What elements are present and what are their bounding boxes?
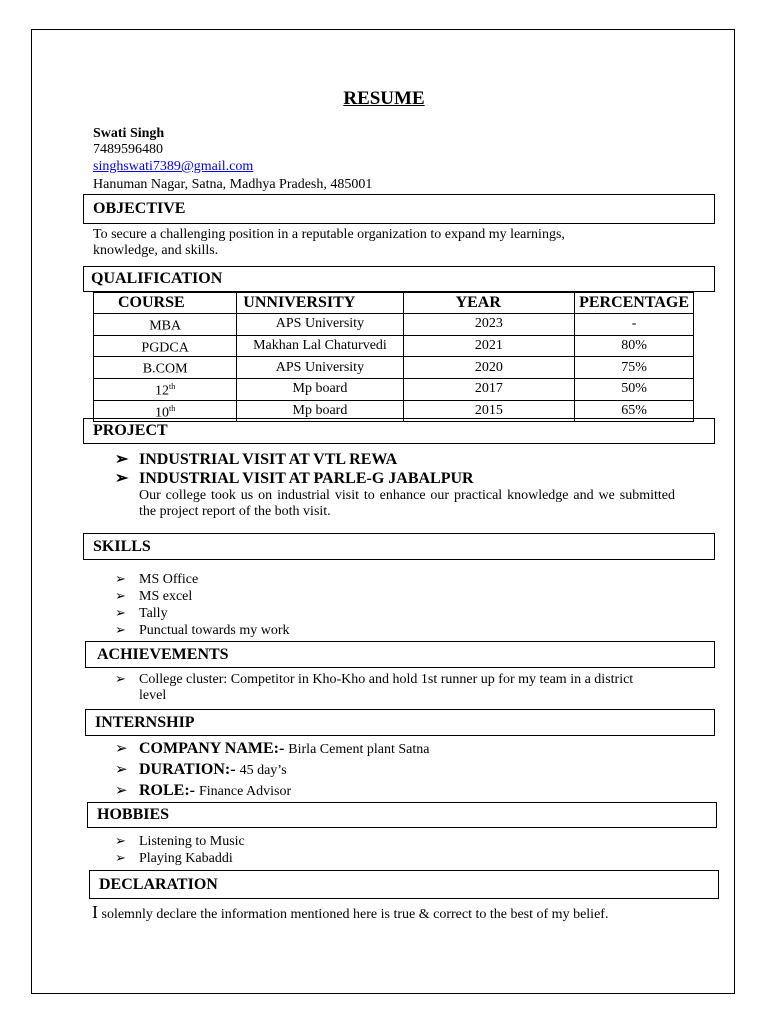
list-item: ➢ Punctual towards my work — [115, 622, 290, 638]
table-header-row — [94, 293, 694, 314]
cell-year: 2017 — [403, 378, 574, 400]
qualification-table — [93, 292, 694, 422]
cell-university: APS University — [237, 314, 403, 336]
list-item: ➢ INDUSTRIAL VISIT AT PARLE-G JABALPUR — [115, 470, 474, 487]
list-item: ➢ MS Office — [115, 571, 199, 587]
arrow-bullet-icon: ➢ — [115, 762, 128, 778]
table-row — [94, 357, 694, 379]
arrow-bullet-icon: ➢ — [115, 671, 126, 686]
internship-list — [115, 739, 429, 802]
arrow-bullet-icon: ➢ — [115, 622, 126, 637]
list-item — [115, 781, 429, 802]
contact-email-link[interactable]: singhswati7389@gmail.com — [93, 159, 254, 174]
hobbies-list — [115, 833, 245, 867]
internship-key: COMPANY NAME:- — [139, 740, 285, 757]
cell-course: 10th — [94, 400, 237, 422]
hobbies-heading-label: HOBBIES — [97, 806, 170, 823]
internship-value: Birla Cement plant Satna — [288, 742, 430, 757]
cell-university: Mp board — [237, 378, 403, 400]
resume-title: RESUME — [343, 88, 425, 109]
contact-name: Swati Singh — [93, 126, 165, 141]
list-item: ➢ Tally — [115, 605, 168, 621]
list-item: ➢ Playing Kabaddi — [115, 850, 233, 866]
cell-percentage: - — [575, 314, 694, 336]
declaration-text — [92, 902, 608, 923]
contact-address: Hanuman Nagar, Satna, Madhya Pradesh, 485001 — [93, 177, 373, 192]
achievements-heading-label: ACHIEVEMENTS — [97, 645, 229, 663]
project-heading-label: PROJECT — [93, 422, 168, 439]
achievements-list — [115, 671, 655, 704]
list-item: ➢ College cluster: Competitor in Kho-Kho and hold 1st runner up for my team in a district level — [115, 671, 634, 703]
internship-heading — [85, 709, 715, 736]
arrow-bullet-icon: ➢ — [115, 571, 126, 586]
internship-value: 45 day’s — [239, 763, 287, 778]
cell-year: 2021 — [403, 335, 574, 357]
internship-key: ROLE:- — [139, 782, 195, 799]
table-row — [94, 378, 694, 400]
list-item — [115, 739, 429, 760]
cell-course: MBA — [94, 314, 237, 336]
table-row — [94, 335, 694, 357]
project-description: Our college took us on industrial visit to enhance our practical knowledge and we submitted the project report of the both visit. — [139, 488, 675, 519]
list-item: ➢ INDUSTRIAL VISIT AT VTL REWA — [115, 451, 398, 468]
cell-course: PGDCA — [94, 335, 237, 357]
skills-list — [115, 571, 289, 639]
hobbies-heading — [87, 802, 717, 828]
column-header-percentage: PERCENTAGE — [575, 293, 694, 314]
cell-percentage: 50% — [575, 378, 694, 400]
internship-key: DURATION:- — [139, 761, 236, 778]
declaration-body: solemnly declare the information mentioned here is true & correct to the best of my belief. — [98, 907, 609, 922]
arrow-bullet-icon: ➢ — [115, 451, 129, 468]
declaration-heading-label: DECLARATION — [99, 875, 218, 893]
arrow-bullet-icon: ➢ — [115, 470, 129, 487]
objective-heading — [83, 194, 715, 224]
cell-course: 12th — [94, 378, 237, 400]
internship-heading-label: INTERNSHIP — [95, 713, 195, 731]
arrow-bullet-icon: ➢ — [115, 850, 126, 865]
contact-phone: 7489596480 — [93, 142, 163, 157]
arrow-bullet-icon: ➢ — [115, 833, 126, 848]
project-list — [115, 450, 474, 488]
objective-text — [93, 227, 693, 259]
column-header-course: COURSE — [94, 293, 237, 314]
qualification-heading — [83, 266, 715, 292]
cell-percentage: 80% — [575, 335, 694, 357]
column-header-university: UNNIVERSITY — [237, 293, 403, 314]
cell-year: 2020 — [403, 357, 574, 379]
column-header-year: YEAR — [403, 293, 574, 314]
skills-heading — [83, 533, 715, 560]
cell-university: Mp board — [237, 400, 403, 422]
declaration-first-letter: I — [92, 902, 98, 922]
arrow-bullet-icon: ➢ — [115, 741, 128, 757]
cell-percentage: 75% — [575, 357, 694, 379]
cell-university: Makhan Lal Chaturvedi — [237, 335, 403, 357]
list-item: ➢ Listening to Music — [115, 833, 245, 849]
arrow-bullet-icon: ➢ — [115, 605, 126, 620]
cell-percentage: 65% — [575, 400, 694, 422]
list-item — [115, 760, 429, 781]
arrow-bullet-icon: ➢ — [115, 783, 128, 799]
cell-university: APS University — [237, 357, 403, 379]
objective-heading-label: OBJECTIVE — [93, 200, 186, 217]
qualification-heading-label: QUALIFICATION — [91, 270, 223, 287]
objective-line-1: To secure a challenging position in a reputable organization to expand my learnings, — [93, 227, 565, 242]
achievements-heading — [85, 641, 715, 668]
list-item: ➢ MS excel — [115, 588, 193, 604]
internship-value: Finance Advisor — [199, 784, 292, 799]
skills-heading-label: SKILLS — [93, 537, 151, 555]
cell-year: 2015 — [403, 400, 574, 422]
project-heading — [83, 418, 715, 444]
table-row — [94, 314, 694, 336]
cell-year: 2023 — [403, 314, 574, 336]
arrow-bullet-icon: ➢ — [115, 588, 126, 603]
objective-line-2: knowledge, and skills. — [93, 243, 219, 258]
cell-course: B.COM — [94, 357, 237, 379]
declaration-heading — [89, 870, 719, 899]
